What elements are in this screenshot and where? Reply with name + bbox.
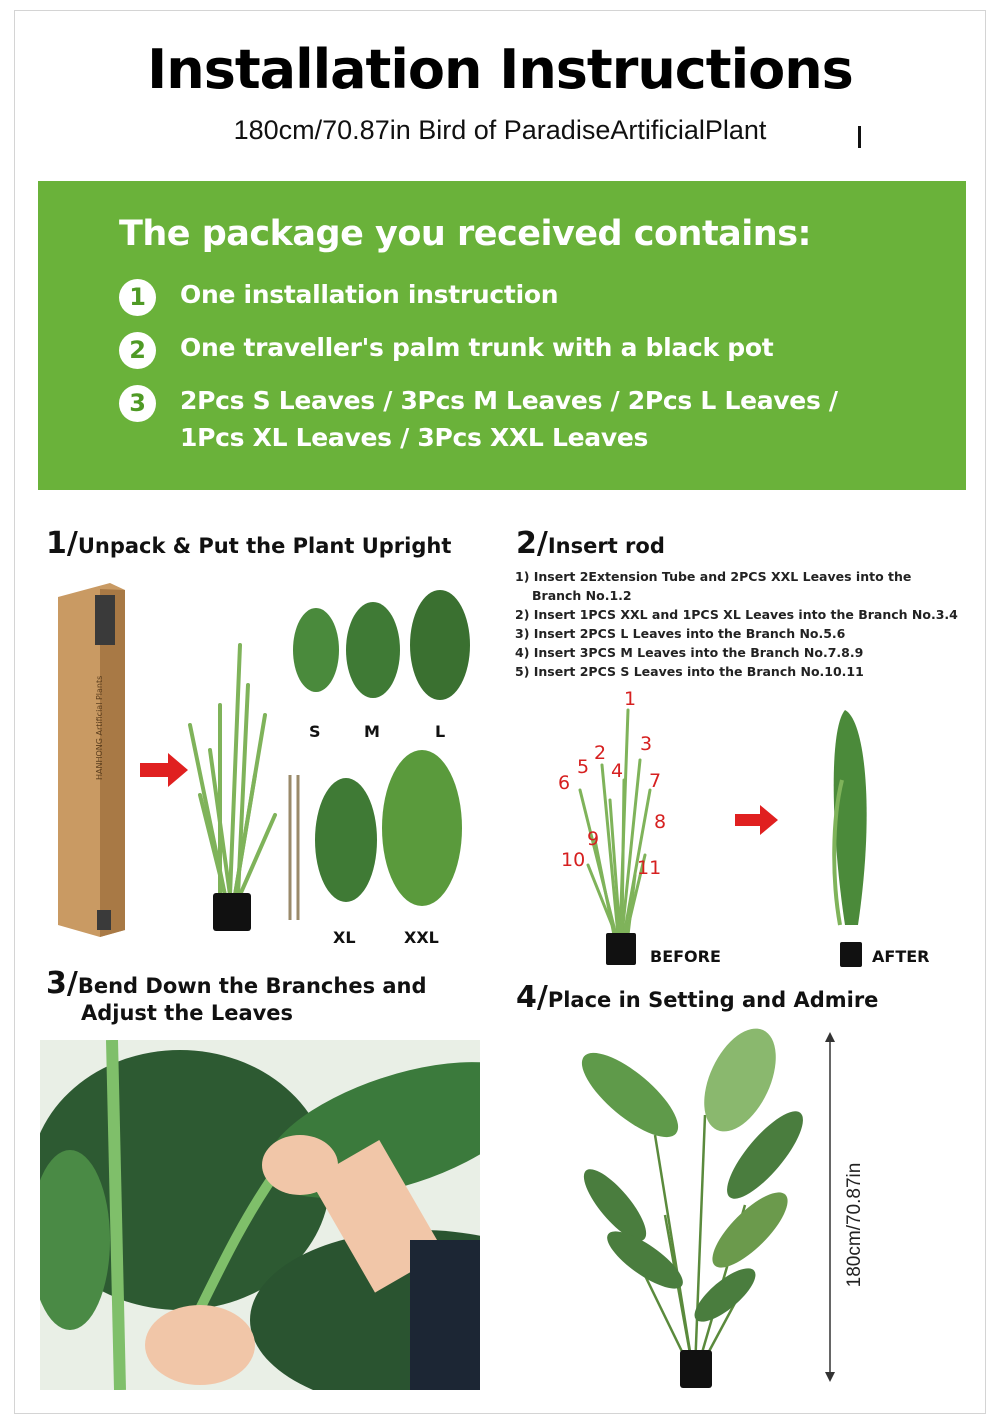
step-title: Unpack & Put the Plant Upright [77, 534, 452, 558]
after-label: AFTER [872, 947, 930, 966]
instruction-line: 3) Insert 2PCS L Leaves into the Branch No.5.6 [515, 626, 846, 641]
leaf-label-s: S [309, 722, 321, 741]
instruction-line: Branch No.1.2 [532, 588, 632, 603]
package-heading: The package you received contains: [119, 214, 812, 254]
step-title-line2: Adjust the Leaves [81, 1001, 294, 1025]
leaf-m-image [346, 602, 400, 698]
step-title: Place in Setting and Admire [547, 988, 879, 1012]
leaf-xxl-image [382, 750, 462, 906]
package-item-text: 2Pcs S Leaves / 3Pcs M Leaves / 2Pcs L Leaves / [180, 386, 838, 415]
leaf-label-l: L [435, 722, 446, 741]
item-number-badge: 2 [119, 332, 156, 369]
instruction-line: 2) Insert 1PCS XXL and 1PCS XL Leaves into the Branch No.3.4 [515, 607, 958, 622]
branch-number-11: 11 [637, 857, 662, 879]
item-number-badge: 1 [119, 279, 156, 316]
branch-number-8: 8 [654, 811, 667, 833]
arrow-right-icon [735, 805, 778, 835]
step1-illustration [40, 575, 480, 955]
before-label: BEFORE [650, 947, 721, 966]
step2-heading [516, 526, 665, 561]
step2-illustration [540, 690, 960, 975]
arrow-right-icon [140, 753, 188, 787]
package-item-text-line2: 1Pcs XL Leaves / 3Pcs XXL Leaves [180, 423, 649, 452]
leaf-label-xxl: XXL [404, 928, 439, 947]
step-title: Bend Down the Branches and [77, 974, 427, 998]
step4-heading [516, 980, 878, 1015]
step-number: 1/ [46, 526, 78, 561]
step-number: 3/ [46, 966, 78, 1001]
box-brand-text: HANHONG Artificial Plants [95, 675, 104, 780]
leaf-label-xl: XL [333, 928, 356, 947]
instruction-line: 5) Insert 2PCS S Leaves into the Branch No.10.11 [515, 664, 864, 679]
step3-heading [46, 966, 427, 1027]
leaf-xl-image [315, 778, 377, 902]
branch-number-7: 7 [649, 770, 662, 792]
branch-number-2: 2 [594, 742, 607, 764]
plant-trunk-image [190, 645, 275, 931]
branch-number-5: 5 [577, 756, 590, 778]
stray-mark [858, 126, 861, 148]
leaf-label-m: M [364, 722, 380, 741]
extension-rods-image [290, 775, 298, 920]
step-number: 2/ [516, 526, 548, 561]
branch-number-6: 6 [558, 772, 571, 794]
adjust-leaves-photo [40, 1040, 480, 1390]
height-label-container [840, 1060, 870, 1390]
step-title: Insert rod [547, 534, 665, 558]
page-title: Installation Instructions [147, 38, 853, 101]
after-plant-image [834, 710, 867, 967]
leaf-l-image [410, 590, 470, 700]
instruction-line: 4) Insert 3PCS M Leaves into the Branch No.7.8.9 [515, 645, 864, 660]
height-dimension-arrow [820, 1032, 840, 1382]
insert-rod-instructions [515, 567, 985, 681]
branch-number-1: 1 [624, 688, 637, 710]
step1-heading [46, 526, 451, 561]
instruction-line: 1) Insert 2Extension Tube and 2PCS XXL Leaves into the [515, 569, 912, 584]
branch-number-4: 4 [611, 760, 624, 782]
package-item-text: One installation instruction [180, 280, 559, 309]
branch-number-10: 10 [561, 849, 586, 871]
product-box-image [58, 583, 125, 937]
step-number: 4/ [516, 980, 548, 1015]
package-contents-panel [38, 181, 966, 490]
branch-number-3: 3 [640, 733, 653, 755]
height-label: 180cm/70.87in [844, 1162, 865, 1288]
package-item-text: One traveller's palm trunk with a black pot [180, 333, 774, 362]
leaf-s-image [293, 608, 339, 692]
potted-plant-image [575, 1025, 805, 1395]
page-subtitle: 180cm/70.87in Bird of ParadiseArtificialPlant [233, 115, 767, 145]
item-number-badge: 3 [119, 385, 156, 422]
branch-number-9: 9 [587, 828, 600, 850]
